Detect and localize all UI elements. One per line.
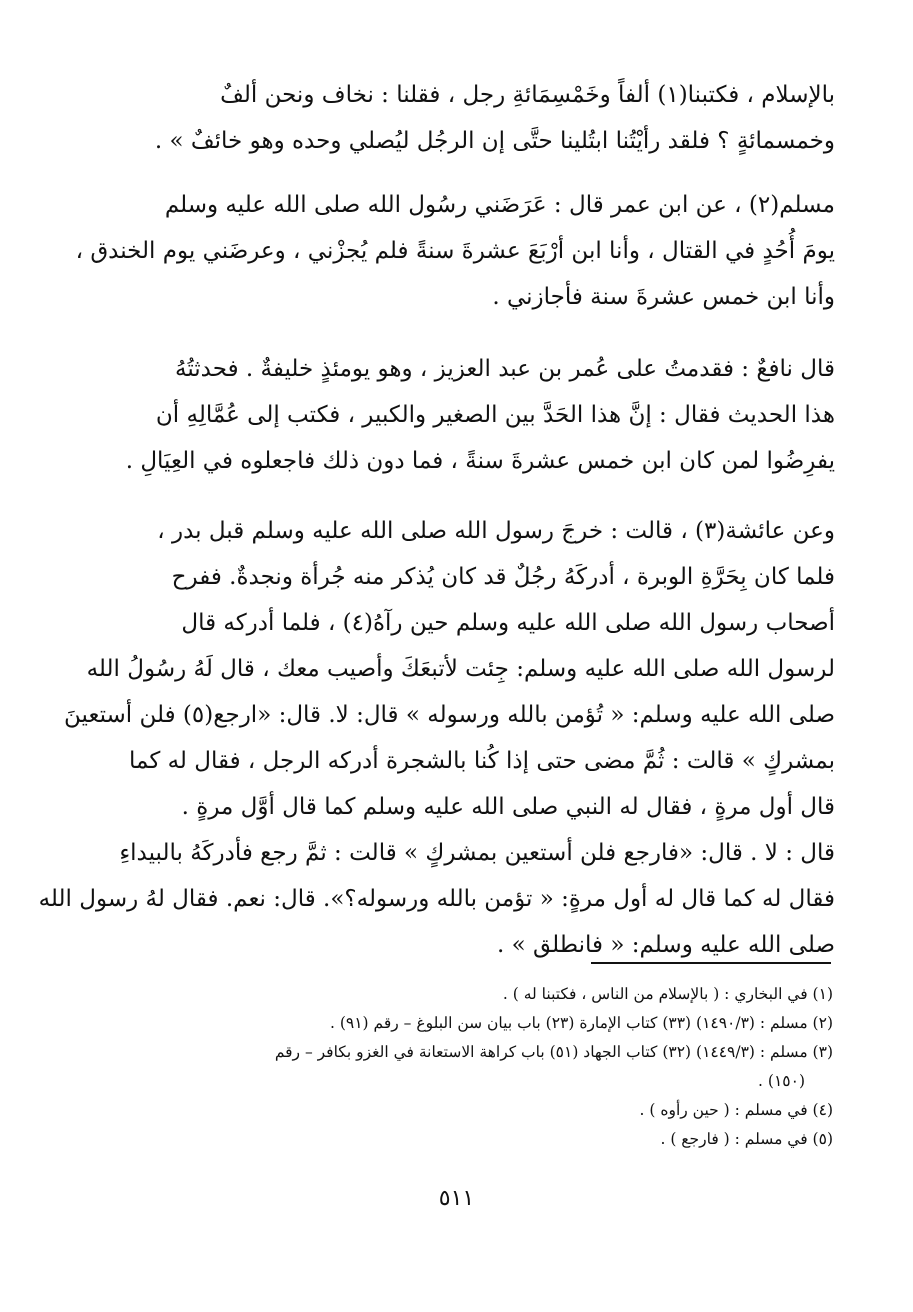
text-line: بمشركٍ » قالت : ثُمَّ مضى حتى إذا كُنا بالشجرة أدركه الرجل ، فقال له كما <box>129 748 835 774</box>
paragraph-4 <box>38 508 835 968</box>
text-line: وأنا ابن خمس عشرةَ سنة فأجازني . <box>492 284 835 310</box>
text-line: فقال له كما قال له أول مرةٍ: « تؤمن بالله ورسوله؟». قال: نعم. فقال لهُ رسول الله <box>38 886 835 912</box>
text-line: صلى الله عليه وسلم: « تُؤمن بالله ورسوله » قال: لا. قال: «ارجع(٥) فلن أستعينَ <box>64 702 835 728</box>
footnote-1: (١) في البخاري : ( بالإسلام من الناس ، فكتبنا له ) . <box>502 985 833 1003</box>
page-number: ٥١١ <box>438 1186 475 1211</box>
paragraph-1 <box>128 72 835 164</box>
footnote-3: (٣) مسلم : (١٤٤٩/٣) (٣٢) كتاب الجهاد (٥١) باب كراهة الاستعانة في الغزو بكافر – رقم <box>274 1043 833 1061</box>
text-line: وخمسمائةٍ ؟ فلقد رأيْتُنا ابتُلينا حتَّى إن الرجُل ليُصلي وحده وهو خائفٌ » . <box>154 128 835 154</box>
footnote-4: (٤) في مسلم : ( حين رأوه ) . <box>639 1101 833 1119</box>
text-line: صلى الله عليه وسلم: « فانطلق » . <box>496 932 835 958</box>
text-line: وعن عائشة(٣) ، قالت : خرجَ رسول الله صلى الله عليه وسلم قبل بدر ، <box>157 518 835 544</box>
paragraph-2 <box>75 182 835 320</box>
paragraph-3 <box>125 346 835 484</box>
text-line: فلما كان بِحَرَّةِ الوبرة ، أدركَهُ رجُلٌ قد كان يُذكر منه جُرأة ونجدةٌ. ففرح <box>171 564 835 590</box>
text-line: قال أول مرةٍ ، فقال له النبي صلى الله عليه وسلم كما قال أوَّل مرةٍ . <box>181 794 835 820</box>
text-line: قال : لا . قال: «فارجع فلن أستعين بمشركٍ » قالت : ثمَّ رجع فأدركَهُ بالبيداءِ <box>119 840 835 866</box>
text-line: مسلم(٢) ، عن ابن عمر قال : عَرَضَني رسُول الله صلى الله عليه وسلم <box>164 192 835 218</box>
text-line: بالإسلام ، فكتبنا(١) ألفاً وخَمْسِمَائةِ رجل ، فقلنا : نخاف ونحن ألفٌ <box>220 82 835 108</box>
text-line: يومَ أُحُدٍ في القتال ، وأنا ابن أرْبَعَ عشرةَ سنةً فلم يُجزْني ، وعرضَني يوم الخندق ، <box>75 238 835 264</box>
footnote-5: (٥) في مسلم : ( فارجع ) . <box>660 1130 833 1148</box>
footnotes <box>123 980 833 1154</box>
footnote-2: (٢) مسلم : (١٤٩٠/٣) (٣٣) كتاب الإمارة (٢٣) باب بيان سن البلوغ – رقم (٩١) . <box>329 1014 833 1032</box>
footnote-divider <box>591 962 831 964</box>
text-line: يفرِضُوا لمن كان ابن خمس عشرةَ سنةً ، فما دون ذلك فاجعلوه في العِيَالِ . <box>125 448 835 474</box>
text-line: لرسول الله صلى الله عليه وسلم: جِئت لأتبعَكَ وأصيب معك ، قال لَهُ رسُولُ الله <box>86 656 835 682</box>
text-line: هذا الحديث فقال : إنَّ هذا الحَدَّ بين الصغير والكبير ، فكتب إلى عُمَّالِهِ أن <box>155 402 835 428</box>
text-line: قال نافعٌ : فقدمتُ على عُمر بن عبد العزيز ، وهو يومئذٍ خليفةٌ . فحدثتُهُ <box>174 356 835 382</box>
text-line: أصحاب رسول الله صلى الله عليه وسلم حين رآهُ(٤) ، فلما أدركه قال <box>181 610 835 636</box>
footnote-3-continuation: (١٥٠) . <box>758 1072 805 1090</box>
